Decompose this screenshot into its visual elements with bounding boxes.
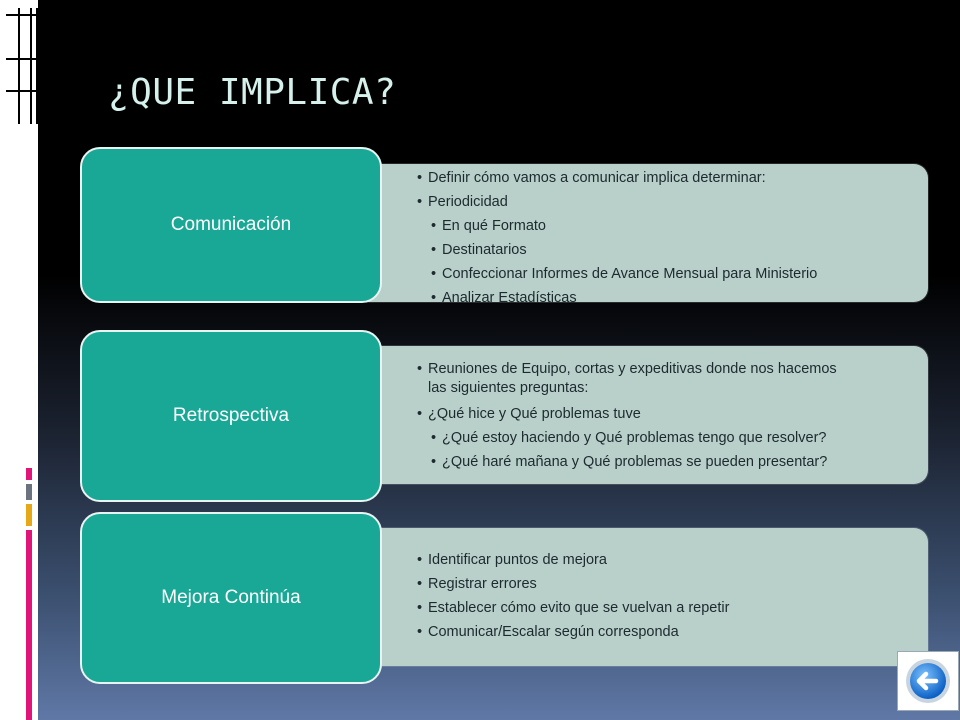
section-label: Comunicación [80,147,382,303]
list-item: • ¿Qué hice y Qué problemas tuve [417,402,908,426]
list-item: • Identificar puntos de mejora [417,548,908,572]
list-item: • Reuniones de Equipo, cortas y expeditivas donde nos hacemos las siguientes preguntas: [417,360,858,398]
list-item: • Registrar errores [417,572,908,596]
section-detail-box [355,528,928,666]
list-item: • Comunicar/Escalar según corresponda [417,620,908,644]
accent-bar-gray [26,484,32,500]
section-label: Retrospectiva [80,330,382,502]
list-item: • Confeccionar Informes de Avance Mensual para Ministerio [431,262,908,286]
list-item: • Establecer cómo evito que se vuelvan a repetir [417,596,908,620]
back-button[interactable] [897,651,959,711]
list-item: • En qué Formato [431,214,908,238]
back-arrow-icon [903,656,953,706]
slide-title: ¿QUE IMPLICA? [108,72,397,113]
decorative-grid-icon [6,8,40,124]
list-item: • Destinatarios [431,238,908,262]
accent-bar-gold [26,504,32,526]
section-detail-box [355,346,928,484]
list-item: • ¿Qué haré mañana y Qué problemas se pueden presentar? [431,450,908,474]
accent-bars [26,468,34,720]
accent-bar-magenta-long [26,530,32,720]
section-retrospectiva [80,330,928,502]
list-item: • ¿Qué estoy haciendo y Qué problemas tengo que resolver? [431,426,908,450]
section-items [417,166,908,310]
section-mejora-continua [80,512,928,684]
section-items [417,360,908,474]
section-label: Mejora Continúa [80,512,382,684]
list-item: • Definir cómo vamos a comunicar implica determinar: [417,166,908,190]
section-items [417,548,908,644]
section-detail-box [355,164,928,306]
list-item: • Analizar Estadísticas [431,286,908,310]
section-comunicacion [80,147,928,307]
list-item: • Periodicidad [417,190,908,214]
accent-bar-magenta [26,468,32,480]
